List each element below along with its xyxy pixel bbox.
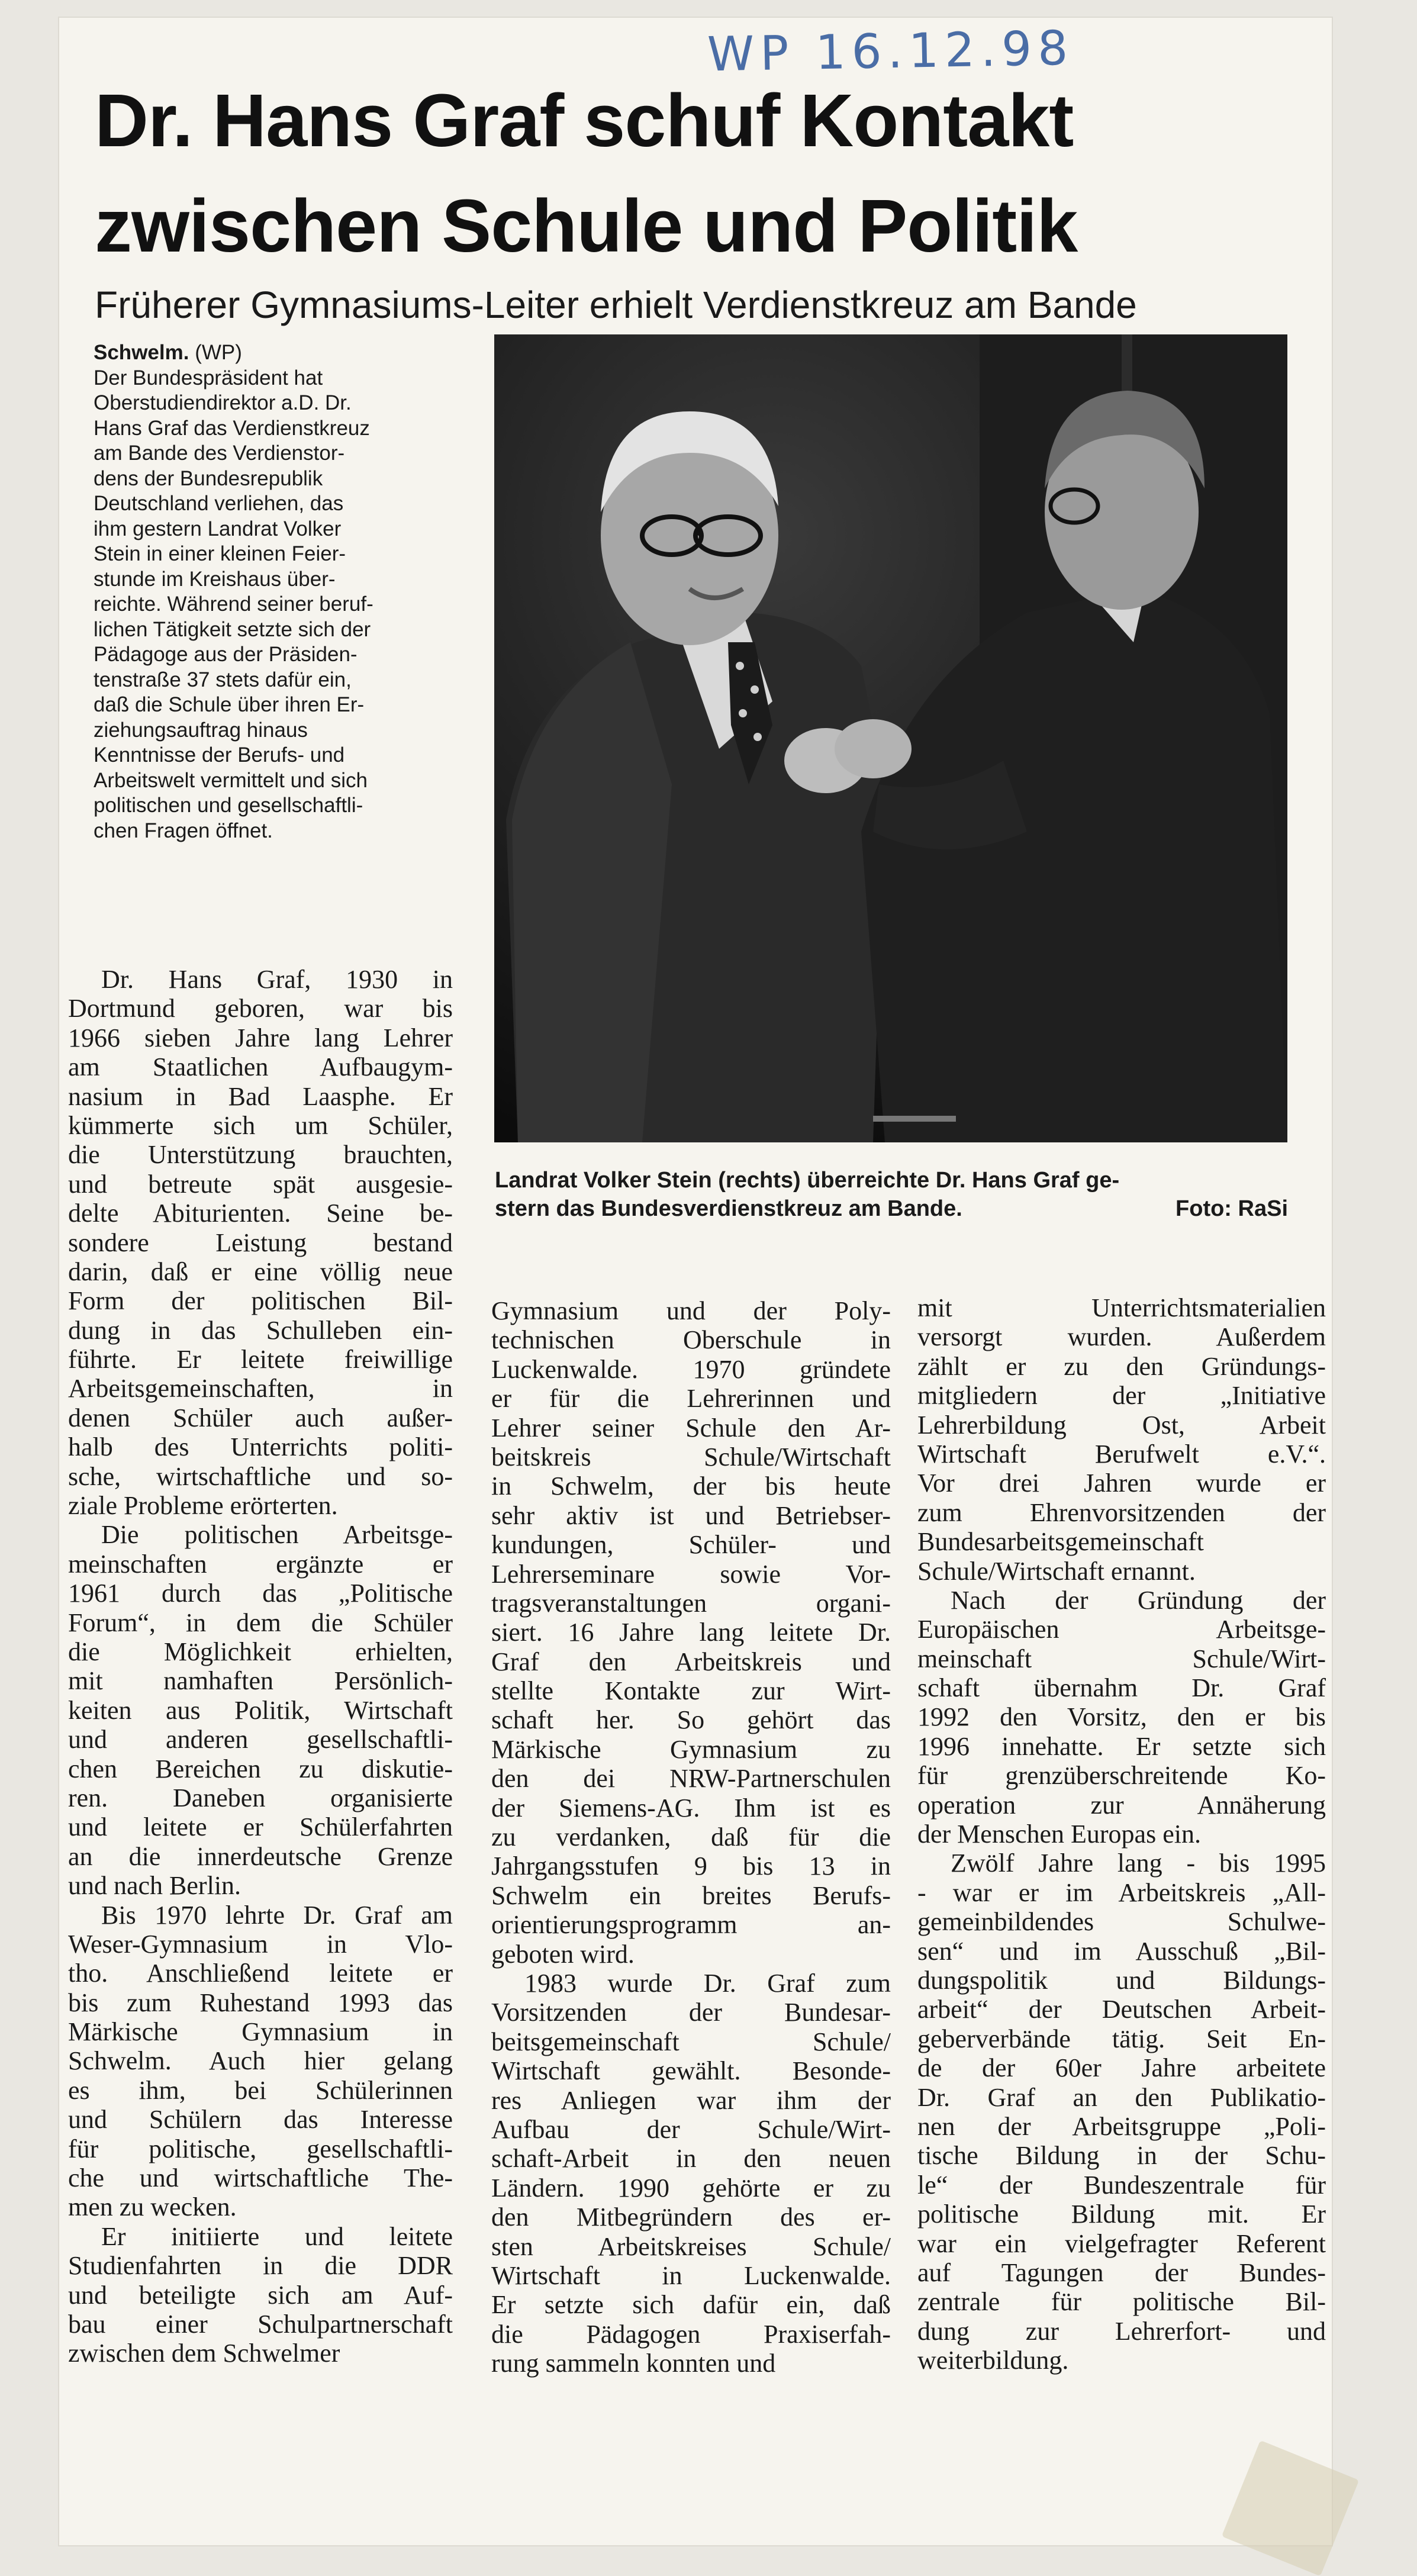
intro-line: Deutschland verliehen, das <box>94 492 344 515</box>
column-text-line: schaft her. So gehört das <box>491 1705 891 1735</box>
intro-line: ihm gestern Landrat Volker <box>94 517 342 540</box>
column-text-line: Vorsitzenden der Bundesar- <box>491 1998 891 2027</box>
intro-line: Kenntnisse der Berufs- und <box>94 743 345 767</box>
column-text-line: zu verdanken, daß für die <box>491 1822 891 1852</box>
column-text-line: zählt er zu den Gründungs- <box>917 1351 1326 1381</box>
column-text-line: Form der politischen Bil- <box>68 1286 453 1316</box>
column-text-line: der Menschen Europas ein. <box>917 1820 1201 1849</box>
column-text-line: tragsveranstaltungen organi- <box>491 1588 891 1618</box>
column-text-line: für grenzüberschreitende Ko- <box>917 1761 1326 1791</box>
intro-line: lichen Tätigkeit setzte sich der <box>94 617 371 641</box>
column-text-line: sen“ und im Ausschuß „Bil- <box>917 1936 1326 1966</box>
photo-credit: Foto: RaSi <box>1176 1196 1288 1221</box>
column-text-line: Die politischen Arbeitsge- <box>101 1520 453 1550</box>
column-text-line: es ihm, bei Schülerinnen <box>68 2075 453 2105</box>
column-text-line: Forum“, in dem die Schüler <box>68 1608 453 1637</box>
column-text-line: und leitete er Schülerfahrten <box>68 1812 453 1842</box>
column-text-line: Schwelm ein breites Berufs- <box>491 1881 891 1910</box>
column-text-line: Ländern. 1990 gehörte er zu <box>491 2173 891 2203</box>
agency-tag: (WP) <box>195 341 242 364</box>
column-text-line: le“ der Bundeszentrale für <box>917 2170 1326 2200</box>
column-text-line: sche, wirtschaftliche und so- <box>68 1461 453 1491</box>
headline-line: Dr. Hans Graf schuf Kontakt <box>95 79 1074 162</box>
column-text-line: meinschaften ergänzte er <box>68 1549 453 1579</box>
column-text-line: schaft übernahm Dr. Graf <box>917 1673 1326 1703</box>
column-text-line: sondere Leistung bestand <box>68 1228 453 1257</box>
column-text-line: den Mitbegründern des er- <box>491 2203 891 2232</box>
column-text-line: dung zur Lehrerfort- und <box>917 2316 1326 2346</box>
column-text-line: Gymnasium und der Poly- <box>491 1296 891 1325</box>
column-text-line: Er initiierte und leitete <box>101 2221 453 2251</box>
dateline: Schwelm. <box>94 341 189 364</box>
intro-line: Der Bundespräsident hat <box>94 366 323 389</box>
column-text-line: Bis 1970 lehrte Dr. Graf am <box>101 1900 453 1930</box>
column-text-line: bis zum Ruhestand 1993 das <box>68 1988 453 2017</box>
column-text-line: Luckenwalde. 1970 gründete <box>491 1354 891 1384</box>
column-text-line: Er setzte sich dafür ein, daß <box>491 2290 891 2320</box>
column-text-line: an die innerdeutsche Grenze <box>68 1841 453 1871</box>
column-text-line: kundungen, Schüler- und <box>491 1530 891 1560</box>
intro-line: Arbeitswelt vermittelt und sich <box>94 768 368 792</box>
photo-illustration <box>494 334 1287 1142</box>
intro-line: chen Fragen öffnet. <box>94 819 273 842</box>
column-text-line: beitskreis Schule/Wirtschaft <box>491 1442 891 1471</box>
column-text-line: sten Arbeitskreises Schule/ <box>491 2232 891 2261</box>
column-text-line: de der 60er Jahre arbeitete <box>917 2053 1326 2083</box>
column-text-line: zentrale für politische Bil- <box>917 2287 1326 2317</box>
handwritten-date-annotation: WP 16.12.98 <box>707 20 1074 82</box>
column-text-line: 1966 sieben Jahre lang Lehrer <box>68 1023 453 1052</box>
column-text-line: die Unterstützung brauchten, <box>68 1140 453 1170</box>
intro-line: am Bande des Verdienstor- <box>94 442 345 465</box>
article-photo <box>494 334 1287 1142</box>
article-column-2 <box>491 1296 891 2378</box>
column-text-line: Arbeitsgemeinschaften, in <box>68 1374 453 1403</box>
column-text-line: Zwölf Jahre lang - bis 1995 <box>951 1849 1326 1878</box>
column-text-line: mitgliedern der „Initiative <box>917 1381 1326 1411</box>
column-text-line: siert. 16 Jahre lang leitete Dr. <box>491 1618 891 1647</box>
column-text-line: geberverbände tätig. Seit En- <box>917 2024 1326 2053</box>
column-text-line: 1961 durch das „Politische <box>68 1579 453 1608</box>
subheadline: Früherer Gymnasiums-Leiter erhielt Verdienstkreuz am Bande <box>95 284 1137 326</box>
column-text-line: Märkische Gymnasium zu <box>491 1734 891 1764</box>
photo-caption <box>495 1166 1288 1223</box>
column-text-line: die Möglichkeit erhielten, <box>68 1637 453 1666</box>
column-text-line: tische Bildung in der Schu- <box>917 2141 1326 2171</box>
headline <box>95 68 1308 279</box>
intro-line: daß die Schule über ihren Er- <box>94 693 365 716</box>
column-text-line: sehr aktiv ist und Betriebser- <box>491 1500 891 1530</box>
column-text-line: Dr. Graf an den Publikatio- <box>917 2082 1326 2112</box>
column-text-line: und nach Berlin. <box>68 1871 241 1901</box>
column-text-line: Lehrerbildung Ost, Arbeit <box>917 1410 1326 1440</box>
intro-paragraph <box>94 340 463 843</box>
column-text-line: che und wirtschaftliche The- <box>68 2163 453 2193</box>
column-text-line: Dortmund geboren, war bis <box>68 994 453 1023</box>
column-text-line: 1983 wurde Dr. Graf zum <box>524 1968 891 1998</box>
column-text-line: halb des Unterrichts politi- <box>68 1432 453 1462</box>
column-text-line: und Schülern das Interesse <box>68 2105 453 2134</box>
column-text-line: Schule/Wirtschaft ernannt. <box>917 1556 1196 1586</box>
column-text-line: dung in das Schulleben ein- <box>68 1315 453 1345</box>
column-text-line: für politische, gesellschaftli- <box>68 2134 453 2163</box>
column-text-line: Nach der Gründung der <box>951 1585 1326 1615</box>
column-text-line: Weser-Gymnasium in Vlo- <box>68 1929 453 1959</box>
column-text-line: führte. Er leitete freiwillige <box>68 1345 453 1374</box>
column-text-line: mit namhaften Persönlich- <box>68 1666 453 1696</box>
column-text-line: weiterbildung. <box>917 2346 1069 2375</box>
column-text-line: Lehrer seiner Schule den Ar- <box>491 1413 891 1442</box>
intro-line: politischen und gesellschaftli- <box>94 794 363 817</box>
column-text-line: - war er im Arbeitskreis „All- <box>917 1878 1326 1907</box>
column-text-line: 1996 innehatte. Er setzte sich <box>917 1731 1326 1761</box>
column-text-line: und beteiligte sich am Auf- <box>68 2280 453 2310</box>
column-text-line: delte Abiturienten. Seine be- <box>68 1199 453 1228</box>
intro-line: stunde im Kreishaus über- <box>94 567 336 591</box>
column-text-line: geboten wird. <box>491 1939 635 1969</box>
column-text-line: ren. Daneben organisierte <box>68 1783 453 1812</box>
column-text-line: zum Ehrenvorsitzenden der <box>917 1498 1326 1527</box>
column-text-line: Aufbau der Schule/Wirt- <box>491 2114 891 2144</box>
column-text-line: tho. Anschließend leitete er <box>68 1959 453 1988</box>
column-text-line: die Pädagogen Praxiserfah- <box>491 2319 891 2349</box>
intro-line: Stein in einer kleinen Feier- <box>94 542 346 565</box>
column-text-line: keiten aus Politik, Wirtschaft <box>68 1695 453 1725</box>
article-column-1 <box>68 965 453 2368</box>
column-text-line: Jahrgangsstufen 9 bis 13 in <box>491 1852 891 1881</box>
column-text-line: nasium in Bad Laasphe. Er <box>68 1081 453 1111</box>
column-text-line: res Anliegen war ihm der <box>491 2085 891 2115</box>
article-column-3 <box>917 1293 1326 2375</box>
column-text-line: Vor drei Jahren wurde er <box>917 1469 1326 1498</box>
column-text-line: Wirtschaft Berufwelt e.V.“. <box>917 1439 1326 1469</box>
column-text-line: Märkische Gymnasium in <box>68 2017 453 2047</box>
column-text-line: politische Bildung mit. Er <box>917 2200 1326 2229</box>
column-text-line: bau einer Schulpartnerschaft <box>68 2309 453 2339</box>
column-text-line: Europäischen Arbeitsge- <box>917 1615 1326 1644</box>
intro-line: Oberstudiendirektor a.D. Dr. <box>94 391 352 414</box>
column-text-line: Lehrerseminare sowie Vor- <box>491 1559 891 1589</box>
column-text-line: Bundesarbeitsgemeinschaft <box>917 1527 1204 1557</box>
column-text-line: Dr. Hans Graf, 1930 in <box>101 965 453 994</box>
column-text-line: und betreute spät ausgesie- <box>68 1169 453 1199</box>
column-text-line: zwischen dem Schwelmer <box>68 2339 340 2368</box>
caption-line-text: stern das Bundesverdienstkreuz am Bande. <box>495 1196 962 1221</box>
column-text-line: dungspolitik und Bildungs- <box>917 1965 1326 1995</box>
column-text-line: Wirtschaft gewählt. Besonde- <box>491 2056 891 2086</box>
column-text-line: arbeit“ der Deutschen Arbeit- <box>917 1995 1326 2024</box>
column-text-line: nen der Arbeitsgruppe „Poli- <box>917 2111 1326 2141</box>
column-text-line: am Staatlichen Aufbaugym- <box>68 1052 453 1082</box>
intro-line: Pädagoge aus der Präsiden- <box>94 643 358 666</box>
intro-line: Hans Graf das Verdienstkreuz <box>94 416 370 440</box>
column-text-line: und anderen gesellschaftli- <box>68 1725 453 1754</box>
column-text-line: kümmerte sich um Schüler, <box>68 1110 453 1140</box>
column-text-line: schaft-Arbeit in den neuen <box>491 2144 891 2174</box>
column-text-line: beitsgemeinschaft Schule/ <box>491 2027 891 2056</box>
column-text-line: Schwelm. Auch hier gelang <box>68 2046 453 2076</box>
column-text-line: rung sammeln konnten und <box>491 2349 776 2378</box>
column-text-line: Studienfahrten in die DDR <box>68 2251 453 2281</box>
column-text-line: operation zur Annäherung <box>917 1790 1326 1820</box>
caption-line <box>495 1194 1288 1223</box>
intro-line <box>94 340 463 366</box>
column-text-line: war ein vielgefragter Referent <box>917 2229 1326 2258</box>
intro-line: tenstraße 37 stets dafür ein, <box>94 668 352 691</box>
intro-line: reichte. Während seiner beruf- <box>94 593 373 616</box>
column-text-line: chen Bereichen zu diskutie- <box>68 1754 453 1783</box>
column-text-line: denen Schüler auch außer- <box>68 1403 453 1432</box>
column-text-line: orientierungsprogramm an- <box>491 1910 891 1940</box>
caption-line: Landrat Volker Stein (rechts) überreichte Dr. Hans Graf ge- <box>495 1168 1120 1193</box>
column-text-line: ziale Probleme erörterten. <box>68 1491 338 1521</box>
column-text-line: stellte Kontakte zur Wirt- <box>491 1676 891 1706</box>
intro-line: ziehungsauftrag hinaus <box>94 718 308 742</box>
column-text-line: gemeinbildendes Schulwe- <box>917 1907 1326 1937</box>
column-text-line: mit Unterrichtsmaterialien <box>917 1293 1326 1322</box>
column-text-line: 1992 den Vorsitz, den er bis <box>917 1702 1326 1732</box>
column-text-line: auf Tagungen der Bundes- <box>917 2258 1326 2287</box>
column-text-line: versorgt wurden. Außerdem <box>917 1322 1326 1352</box>
column-text-line: den dei NRW-Partnerschulen <box>491 1764 891 1793</box>
headline-line: zwischen Schule und Politik <box>95 184 1078 268</box>
column-text-line: technischen Oberschule in <box>491 1325 891 1355</box>
column-text-line: men zu wecken. <box>68 2192 237 2222</box>
column-text-line: in Schwelm, der bis heute <box>491 1471 891 1501</box>
column-text-line: Graf den Arbeitskreis und <box>491 1647 891 1676</box>
column-text-line: der Siemens-AG. Ihm ist es <box>491 1793 891 1822</box>
intro-line: dens der Bundesrepublik <box>94 466 323 490</box>
column-text-line: Wirtschaft in Luckenwalde. <box>491 2261 891 2290</box>
column-text-line: er für die Lehrerinnen und <box>491 1384 891 1413</box>
column-text-line: meinschaft Schule/Wirt- <box>917 1644 1326 1673</box>
column-text-line: darin, daß er eine völlig neue <box>68 1257 453 1286</box>
